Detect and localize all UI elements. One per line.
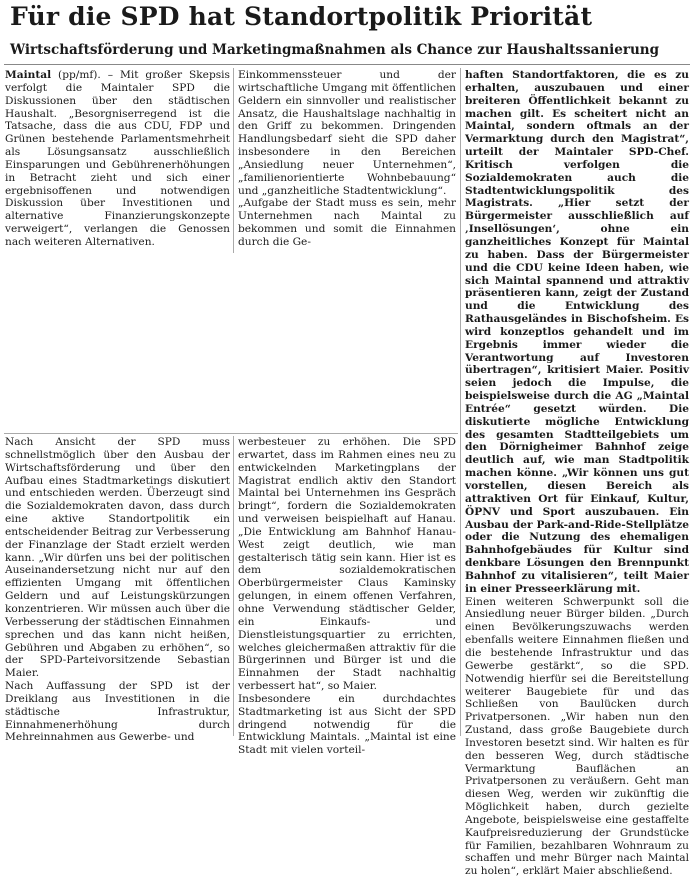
column-1-bottom <box>5 436 230 744</box>
section-divider <box>4 433 458 434</box>
column-divider <box>233 436 234 736</box>
paragraph: Einkommenssteuer und der wirtschaftliche Umgang mit öffentlichen Geldern ein sinnvoller und realistischer Ansatz, die Haushaltslage nachhaltig in den Griff zu bekommen. Dringenden Handlungsbedarf sieht die SPD daher insbesondere in den Bereichen „Ansiedlung neuer Unternehmen“, „familienorientierte Wohnbebauung“ und „ganzheitliche Stadtentwicklung“. <box>238 69 456 197</box>
column-1-top <box>5 69 230 249</box>
paragraph: Nach Auffassung der SPD ist der Dreiklang aus Investitionen in die städtische Infrastruktur, Einnahmenerhöhung durch Mehreinnahmen aus Gewerbe- und <box>5 680 230 744</box>
header-rule <box>4 64 690 65</box>
headline: Für die SPD hat Standortpolitik Priorität <box>10 2 593 31</box>
paragraph: werbesteuer zu erhöhen. Die SPD erwartet, dass im Rahmen eines neu zu entwickelnden Marketingplans der Magistrat endlich aktiv den Standort Maintal bei Unternehmen ins Gespräch bringt“, fordern die Sozialdemokraten und verweisen beispielhaft auf Hanau. „Die Entwicklung am Bahnhof Hanau-West zeigt deutlich, wie man gestalterisch tätig sein kann. Hier ist es dem sozialdemokratischen Oberbürgermeister Claus Kaminsky gelungen, in einem offenen Verfahren, ohne Verwendung städtischer Gelder, ein Einkaufs- und Dienstleistungsquartier zu errichten, welches gleichermaßen attraktiv für die Bürgerinnen und Bürger ist und die Einnahmen der Stadt nachhaltig verbessert hat“, so Maier. <box>238 436 456 693</box>
paragraph: Nach Ansicht der SPD muss schnellstmöglich über den Ausbau der Wirtschaftsförderung und über den Aufbau eines Stadtmarketings diskutiert und entschieden werden. Überzeugt sind die Sozialdemokraten davon, dass durch eine aktive Standortpolitik ein entscheidender Beitrag zur Verbesserung der Finanzlage der Stadt erzielt werden kann. „Wir dürfen uns bei der politischen Auseinandersetzung nicht nur auf den effizienten Umgang mit öffentlichen Geldern und auf Leistungskürzungen konzentrieren. Wir müssen auch über die Verbesserung der städtischen Einnahmen sprechen und das kann nicht heißen, Gebühren und Abgaben zu erhöhen“, so der SPD-Parteivorsitzende Sebastian Maier. <box>5 436 230 680</box>
intro-paragraph <box>5 69 230 249</box>
column-3 <box>465 69 689 878</box>
column-2-top <box>238 69 456 249</box>
paragraph: Einen weiteren Schwerpunkt soll die Ansiedlung neuer Bürger bilden. „Durch einen Bevölkerungszuwachs werden ebenfalls weitere Einnahmen fließen und die bestehende Infrastruktur und das Gewerbe gestärkt“, so die SPD. Notwendig hierfür sei die Bereitstellung weiterer Baugebiete für und das Schließen von Baulücken durch Privatpersonen. „Wir haben nun den Zustand, dass große Baugebiete durch Investoren besetzt sind. Wir halten es für den besseren Weg, durch städtische Vermarktung Bauflächen an Privatpersonen zu veräußern. Geht man diesen Weg, werden wir zukünftig die Möglichkeit haben, durch gezielte Angebote, beispielsweise eine gestaffelte Kaufpreisreduzierung der Grundstücke für Familien, bezahlbaren Wohnraum zu schaffen und mehr Bürger nach Maintal zu holen“, erklärt Maier abschließend. <box>465 595 689 878</box>
paragraph: Insbesondere ein durchdachtes Stadtmarketing ist aus Sicht der SPD dringend notwendig für die Entwicklung Maintals. „Maintal ist eine Stadt mit vielen vorteil- <box>238 692 456 757</box>
column-2-bottom <box>238 436 456 757</box>
subheadline: Wirtschaftsförderung und Marketingmaßnahmen als Chance zur Haushaltssanierung <box>10 42 660 58</box>
column-divider <box>460 68 461 736</box>
column-divider <box>233 68 234 253</box>
paragraph: „Aufgabe der Stadt muss es sein, mehr Unternehmen nach Maintal zu bekommen und somit die Einnahmen durch die Ge- <box>238 197 456 248</box>
paragraph: haften Standortfaktoren, die es zu erhalten, auszubauen und einer breiteren Öffentlichkeit bekannt zu machen gilt. Es scheitert nicht an Maintal, sondern oftmals an der Vermarktung durch den Magistrat“, urteilt der Maintaler SPD-Chef. Kritisch verfolgen die Sozialdemokraten auch die Stadtentwicklungspolitik des Magistrats. „Hier setzt der Bürgermeister ausschließlich auf ‚Insellösungen‘, ohne ein ganzheitliches Konzept für Maintal zu haben. Dass der Bürgermeister und die CDU keine Ideen haben, wie sich Maintal spannend und attraktiv präsentieren kann, zeigt der Zustand und die Entwicklung des Rathausgeländes in Bischofsheim. Es wird konzeptlos gehandelt und im Ergebnis immer wieder die Verantwortung auf Investoren übertragen“, kritisiert Maier. Positiv seien jedoch die Impulse, die beispielsweise durch die AG „Maintal Entrée“ gesetzt würden. Die diskutierte mögliche Entwicklung des gesamten Stadtteilgebiets um den Dörnigheimer Bahnhof zeige deutlich auf, wie man Stadtpolitik machen könne. „Wir können uns gut vorstellen, diesen Bereich als attraktiven Ort für Einkauf, Kultur, ÖPNV und Sport auszubauen. Ein Ausbau der Park-and-Ride-Stellplätze oder die Nutzung des ehemaligen Bahnhofgebäudes für Kultur sind denkbare Lösungen den Brennpunkt Bahnhof zu vitalisieren“, teilt Maier in einer Presseerklärung mit. <box>465 69 689 595</box>
dateline: Maintal <box>5 69 52 81</box>
intro-text: (pp/mf). – Mit großer Skepsis verfolgt die Maintaler SPD die Diskussionen über den städtischen Haushalt. „Besorgniserregend ist die Tatsache, dass die aus CDU, FDP und Grünen bestehende Parlamentsmehrheit als Lösungsansatz ausschließlich Einsparungen und Gebührenerhöhungen in Betracht zieht und sich einer ergebnisoffenen und notwendigen Diskussion über Investitionen und alternative Finanzierungskonzepte verweigert“, verlangen die Genossen nach weiteren Alternativen. <box>5 69 230 248</box>
